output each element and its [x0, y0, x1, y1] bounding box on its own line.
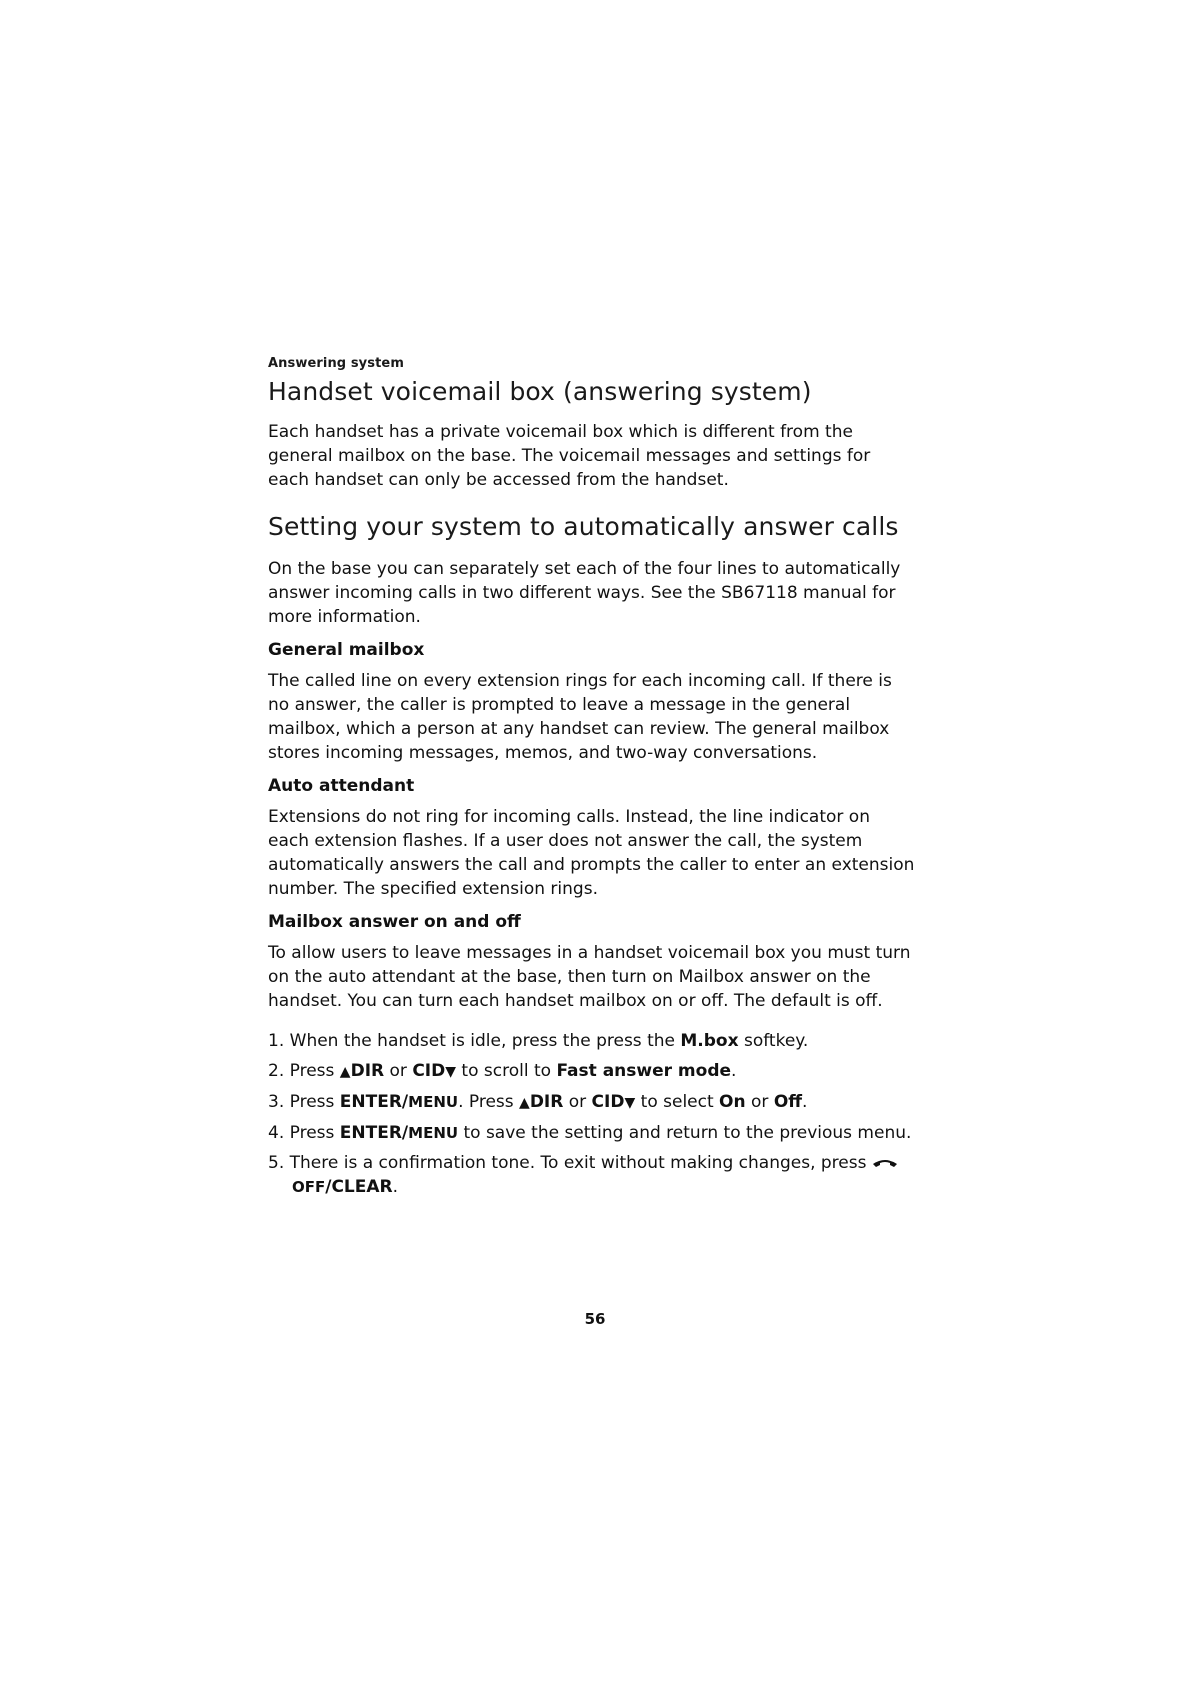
auto-answer-title: Setting your system to automatically answer calls	[268, 512, 899, 541]
on-option: On	[719, 1092, 746, 1112]
step-text: .	[731, 1061, 737, 1081]
handset-voicemail-title: Handset voicemail box (answering system)	[268, 377, 812, 406]
step-number: 1.	[268, 1031, 285, 1051]
mbox-key: M.box	[680, 1031, 739, 1051]
hang-up-phone-icon	[872, 1158, 898, 1168]
step-number: 5.	[268, 1153, 285, 1173]
menu-key: MENU	[408, 1093, 459, 1111]
step-3	[268, 1090, 916, 1115]
mailbox-answer-body: To allow users to leave messages in a handset voicemail box you must turn on the auto attendant at the base, then turn on Mailbox answer on the handset. You can turn each handset mailbox on or off. The default is off.	[268, 943, 911, 1011]
step-text: Press	[289, 1092, 340, 1112]
step-number: 3.	[268, 1092, 285, 1112]
step-5	[268, 1151, 916, 1199]
step-text: . Press	[458, 1092, 520, 1112]
step-text: or	[563, 1092, 592, 1112]
step-text: or	[384, 1061, 413, 1081]
step-4	[268, 1121, 916, 1145]
step-number: 4.	[268, 1123, 285, 1143]
steps-list	[268, 1029, 916, 1199]
mailbox-answer-heading: Mailbox answer on and off	[268, 912, 521, 932]
enter-key: ENTER/	[339, 1123, 409, 1143]
auto-attendant-heading: Auto attendant	[268, 776, 415, 796]
menu-key: MENU	[408, 1124, 459, 1142]
step-text: to select	[635, 1092, 720, 1112]
section-label: Answering system	[268, 356, 404, 371]
fast-answer-option: Fast answer mode	[556, 1061, 732, 1081]
step-text: .	[802, 1092, 808, 1112]
step-text: When the handset is idle, press the press the	[289, 1031, 681, 1051]
step-text: softkey.	[738, 1031, 809, 1051]
cid-key: CID	[412, 1061, 446, 1081]
up-arrow-icon: ▲	[339, 1064, 351, 1080]
cid-key: CID	[591, 1092, 625, 1112]
up-arrow-icon: ▲	[519, 1095, 530, 1111]
general-mailbox-heading: General mailbox	[268, 640, 425, 660]
dir-key: DIR	[350, 1061, 385, 1081]
step-1	[268, 1029, 916, 1053]
enter-key: ENTER/	[339, 1092, 409, 1112]
auto-attendant-body: Extensions do not ring for incoming calls. Instead, the line indicator on each extension flashes. If a user does not answer the call, the system automatically answers the call and prompts the caller to enter an extension number. The specified extension rings.	[268, 807, 915, 899]
clear-key: /CLEAR	[325, 1177, 393, 1197]
page-number: 56	[584, 1310, 606, 1328]
manual-page	[268, 356, 916, 1205]
auto-answer-intro: On the base you can separately set each of the four lines to automatically answer incoming calls in two different ways. See the SB67118 manual for more information.	[268, 559, 901, 627]
down-arrow-icon: ▼	[445, 1064, 457, 1080]
step-text: .	[392, 1177, 399, 1197]
off-option: Off	[773, 1092, 803, 1112]
handset-voicemail-body: Each handset has a private voicemail box which is different from the general mailbox on the base. The voicemail messages and settings for each handset can only be accessed from the handset.	[268, 422, 871, 490]
step-text: or	[745, 1092, 774, 1112]
step-number: 2.	[268, 1061, 285, 1081]
step-text: Press	[289, 1123, 340, 1143]
step-text: to scroll to	[456, 1061, 557, 1081]
off-key: OFF	[292, 1178, 326, 1196]
step-text: Press	[289, 1061, 340, 1081]
general-mailbox-body: The called line on every extension rings for each incoming call. If there is no answer, the caller is prompted to leave a message in the general mailbox, which a person at any handset can review. The general mailbox stores incoming messages, memos, and two-way conversations.	[268, 671, 892, 763]
down-arrow-icon: ▼	[624, 1095, 636, 1111]
step-2	[268, 1059, 916, 1084]
step-text: There is a confirmation tone. To exit without making changes, press	[289, 1153, 872, 1173]
step-text: to save the setting and return to the previous menu.	[458, 1123, 912, 1143]
dir-key: DIR	[529, 1092, 564, 1112]
